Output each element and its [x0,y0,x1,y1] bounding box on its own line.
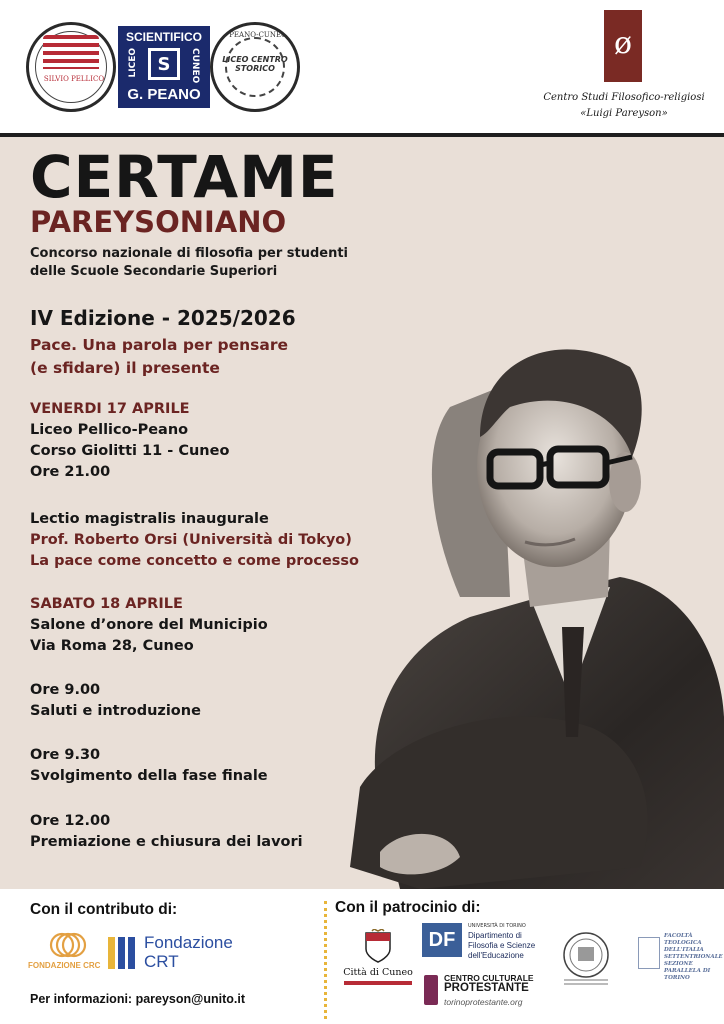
ftis-text: FACOLTÀ TEOLOGICA DELL'ITALIA SETTENTRIONALE SEZIONE PARALLELA DI TORINO [664,933,723,981]
theme-line-2: (e sfidare) il presente [30,359,220,377]
schedule-time: Ore 9.30 [30,747,101,763]
logo-top-text: SCIENTIFICO [125,30,202,44]
day1-time: Ore 21.00 [30,464,111,480]
citta-di-cuneo-logo [340,929,416,995]
footer [0,889,724,1024]
schedule-text: Premiazione e chiusura dei lavori [30,834,303,850]
ftis-mark-icon [638,937,660,969]
day1-block [30,399,390,483]
centro-subtitle: «Luigi Pareyson» [580,108,668,119]
main-panel [0,137,724,889]
edition-heading: IV Edizione - 2025/2026 [30,306,296,330]
subtitle [30,245,370,281]
df-line-3: dell'Educazione [468,951,524,960]
df-name [468,931,535,961]
facolta-teologica-logo [638,933,723,983]
liceo-centro-storico-seal [210,22,300,112]
logo-side-right: CUNEO [190,48,200,84]
centro-name: Centro Studi Filosofico-religiosi [543,92,705,103]
lectio-title: Lectio magistralis inaugurale [30,511,269,527]
crt-line-1: Fondazione [144,933,233,952]
fondazione-crt-logo [108,931,248,975]
subtitle-line-2: delle Scuole Secondarie Superiori [30,264,278,279]
flag-icon [43,35,99,69]
seal-ring-text: PEANO-CUNEO [229,31,287,39]
lectio-block [30,509,390,572]
seal-name: SILVIO PELLICO [43,75,105,83]
day2-date: SABATO 18 APRILE [30,596,183,612]
theme [30,334,370,380]
footer-divider [324,901,327,1019]
subtitle-line-1: Concorso nazionale di filosofia per studenti [30,246,349,261]
ccp-line-1: CENTRO CULTURALE [444,973,534,983]
contributo-heading: Con il contributo di: [30,901,178,918]
day1-place: Liceo Pellico-Peano [30,422,189,438]
day2-address: Via Roma 28, Cuneo [30,638,194,654]
schedule-item [30,745,390,787]
crt-bars-icon [108,937,136,969]
crt-line-2: CRT [144,952,179,971]
day2-block [30,594,390,657]
df-line-2: Filosofia e Scienze [468,941,536,950]
crt-label [144,933,233,971]
day1-address: Corso Giolitti 11 - Cuneo [30,443,230,459]
centro-studi-logo [534,10,714,130]
day2-place: Salone d’onore del Municipio [30,617,268,633]
dipartimento-logo [422,923,540,961]
title-pareysoniano: PAREYSONIANO [30,205,287,239]
df-mark-icon: DF [422,923,462,957]
day1-date: VENERDI 17 APRILE [30,401,190,417]
university-medal-icon [556,931,616,987]
schedule-time: Ore 12.00 [30,813,111,829]
liceo-peano-logo [118,26,210,108]
schedule-text: Saluti e introduzione [30,703,201,719]
liceo-pellico-seal [26,22,116,112]
crc-label: FONDAZIONE CRC [28,961,101,970]
schedule-item [30,811,390,853]
logo-side-left: LICEO [128,48,138,78]
info-contact: Per informazioni: pareyson@unito.it [30,992,245,1006]
liceo-logo-group [26,22,302,114]
schedule-time: Ore 9.00 [30,682,101,698]
df-university: UNIVERSITÀ DI TORINO [468,923,526,929]
centro-mark-icon: ø [604,10,642,82]
cuneo-label: Città di Cuneo [343,967,413,978]
logo-bottom-text: G. PEANO [127,86,201,103]
seal-center-text: LICEO CENTRO STORICO [222,55,288,73]
fondazione-crc-logo [28,931,104,977]
ccp-line-2: PROTESTANTE [444,982,529,994]
header [0,0,724,135]
lectio-speaker: Prof. Roberto Orsi (Università di Tokyo) [30,532,352,548]
ccp-website: torinoprotestante.org [444,997,523,1007]
schedule-item [30,680,390,722]
df-line-1: Dipartimento di [468,931,522,940]
portrait-illustration [340,267,724,889]
title-certame: CERTAME [30,143,339,211]
ccp-mark-icon [424,975,438,1005]
crest-icon [364,929,392,963]
lectio-topic: La pace come concetto e come processo [30,553,360,569]
patrocinio-heading: Con il patrocinio di: [335,899,481,916]
logo-mark-icon: S [148,48,180,80]
theme-line-1: Pace. Una parola per pensare [30,336,289,354]
rings-icon [48,931,88,959]
centro-protestante-logo [422,973,546,1009]
schedule-text: Svolgimento della fase finale [30,768,268,784]
